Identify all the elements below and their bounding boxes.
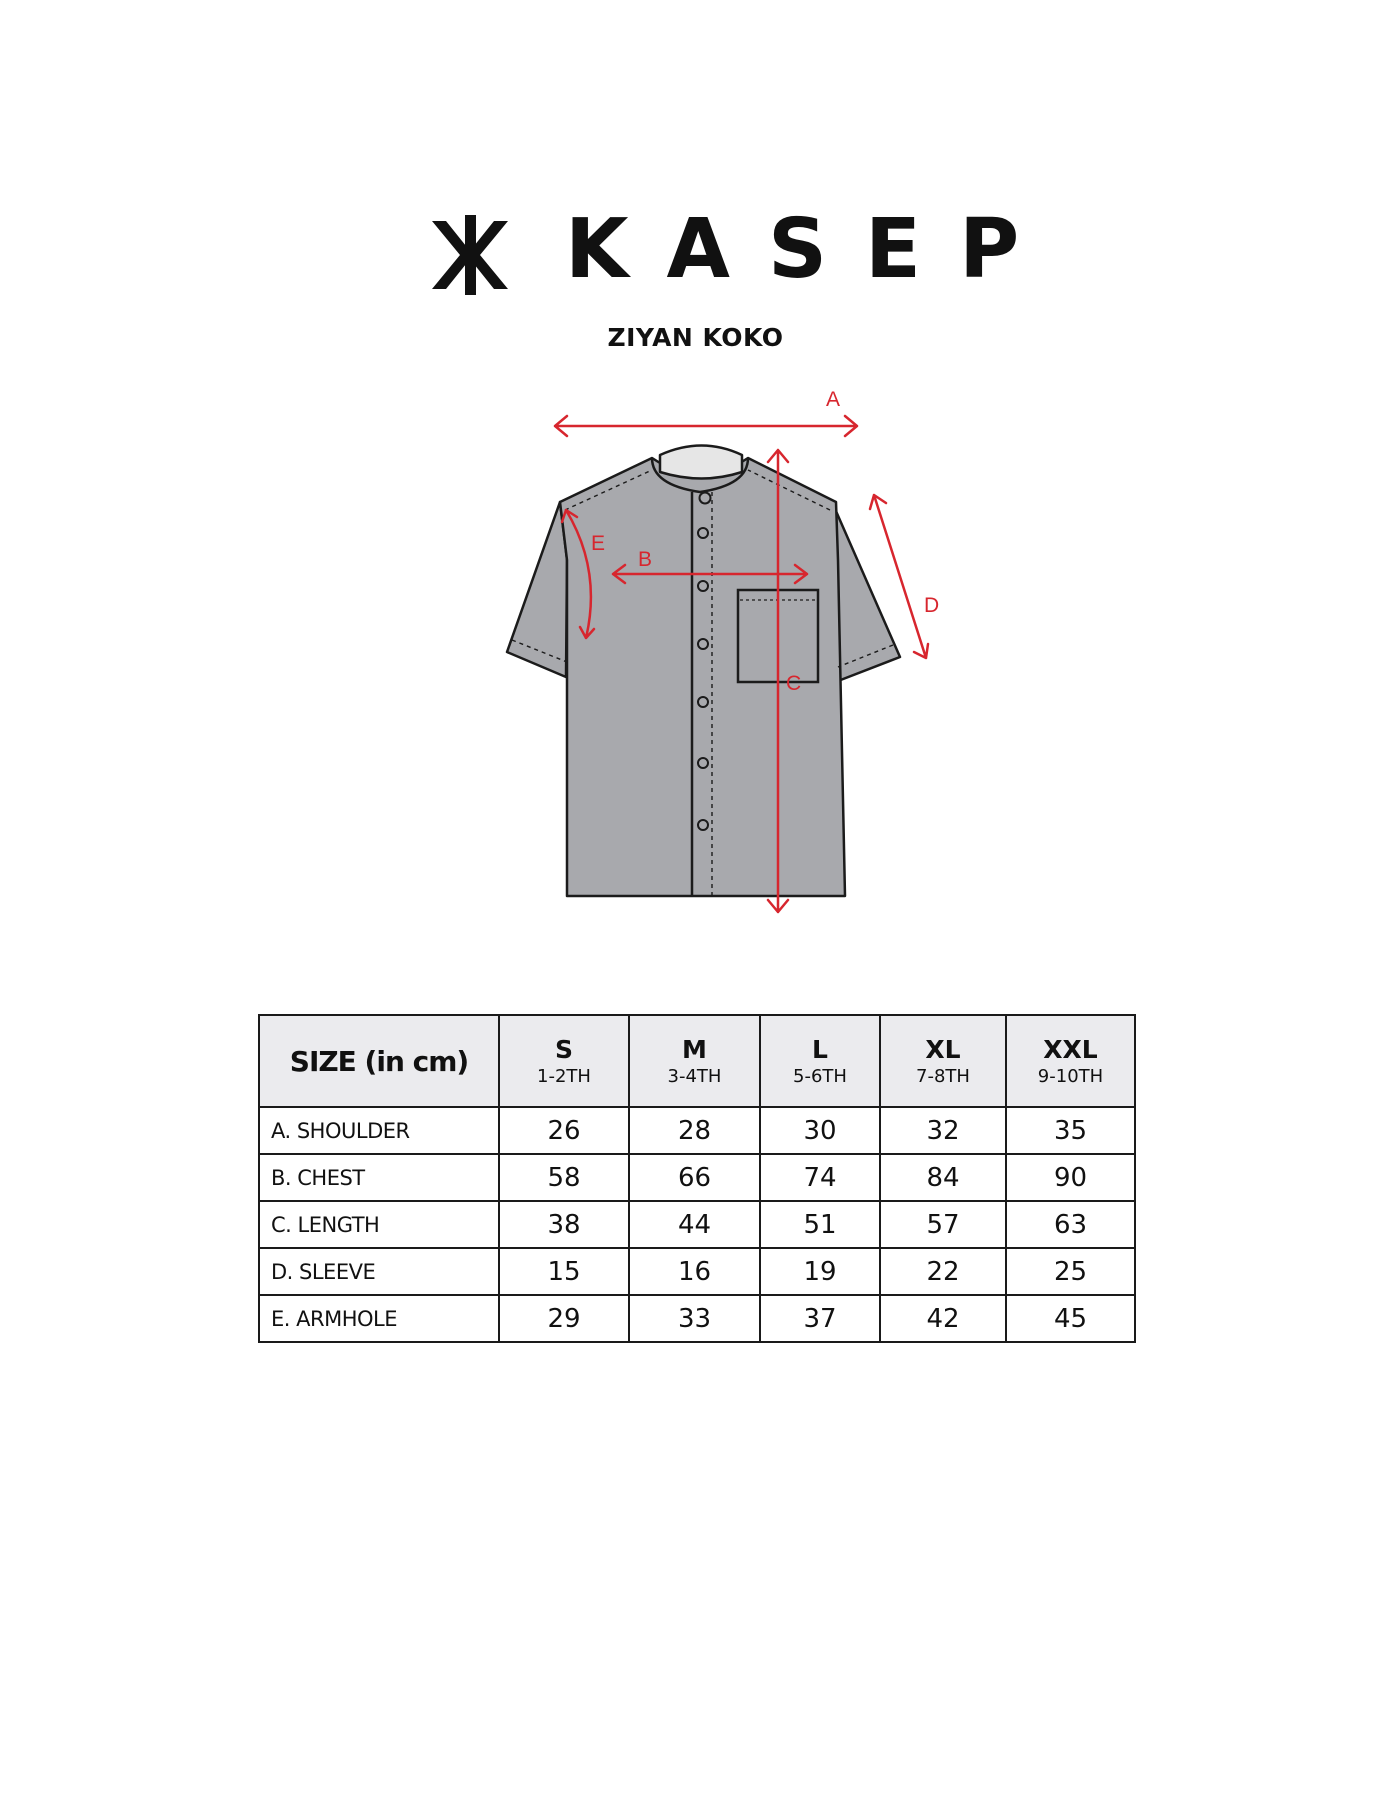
table-cell: 26 <box>499 1107 629 1154</box>
header-size-s: S 1-2TH <box>499 1015 629 1107</box>
table-row <box>259 1295 1135 1342</box>
table-cell: 51 <box>760 1201 880 1248</box>
row-label-length: C. LENGTH <box>259 1201 499 1248</box>
row-label-sleeve: D. SLEEVE <box>259 1248 499 1295</box>
size-chart-table <box>258 1014 1136 1343</box>
header-size-xl: XL 7-8TH <box>880 1015 1006 1107</box>
table-cell: 35 <box>1006 1107 1135 1154</box>
label-a: A <box>826 388 841 411</box>
table-cell: 33 <box>629 1295 760 1342</box>
row-label-chest: B. CHEST <box>259 1154 499 1201</box>
table-cell: 66 <box>629 1154 760 1201</box>
row-label-shoulder: A. SHOULDER <box>259 1107 499 1154</box>
table-header-row <box>259 1015 1135 1107</box>
table-cell: 22 <box>880 1248 1006 1295</box>
table-cell: 58 <box>499 1154 629 1201</box>
row-label-armhole: E. ARMHOLE <box>259 1295 499 1342</box>
table-row <box>259 1248 1135 1295</box>
label-c: C <box>786 672 802 695</box>
table-cell: 84 <box>880 1154 1006 1201</box>
label-b: B <box>638 548 653 571</box>
arrow-a-shoulder <box>555 416 857 436</box>
table-cell: 45 <box>1006 1295 1135 1342</box>
table-cell: 16 <box>629 1248 760 1295</box>
table-cell: 38 <box>499 1201 629 1248</box>
header-size-l: L 5-6TH <box>760 1015 880 1107</box>
table-row <box>259 1107 1135 1154</box>
table-cell: 42 <box>880 1295 1006 1342</box>
header-size-label: SIZE (in cm) <box>259 1015 499 1107</box>
brand-name: KASEP <box>565 202 1058 297</box>
table-cell: 57 <box>880 1201 1006 1248</box>
table-cell: 63 <box>1006 1201 1135 1248</box>
product-title: ZIYAN KOKO <box>607 323 784 352</box>
table-row <box>259 1154 1135 1201</box>
table-cell: 15 <box>499 1248 629 1295</box>
table-row <box>259 1201 1135 1248</box>
table-cell: 19 <box>760 1248 880 1295</box>
label-d: D <box>924 594 940 617</box>
table-cell: 29 <box>499 1295 629 1342</box>
table-cell: 44 <box>629 1201 760 1248</box>
table-cell: 74 <box>760 1154 880 1201</box>
header-size-xxl: XXL 9-10TH <box>1006 1015 1135 1107</box>
table-cell: 32 <box>880 1107 1006 1154</box>
table-cell: 30 <box>760 1107 880 1154</box>
header-size-m: M 3-4TH <box>629 1015 760 1107</box>
table-cell: 25 <box>1006 1248 1135 1295</box>
table-cell: 37 <box>760 1295 880 1342</box>
table-cell: 90 <box>1006 1154 1135 1201</box>
label-e: E <box>591 532 606 555</box>
table-cell: 28 <box>629 1107 760 1154</box>
